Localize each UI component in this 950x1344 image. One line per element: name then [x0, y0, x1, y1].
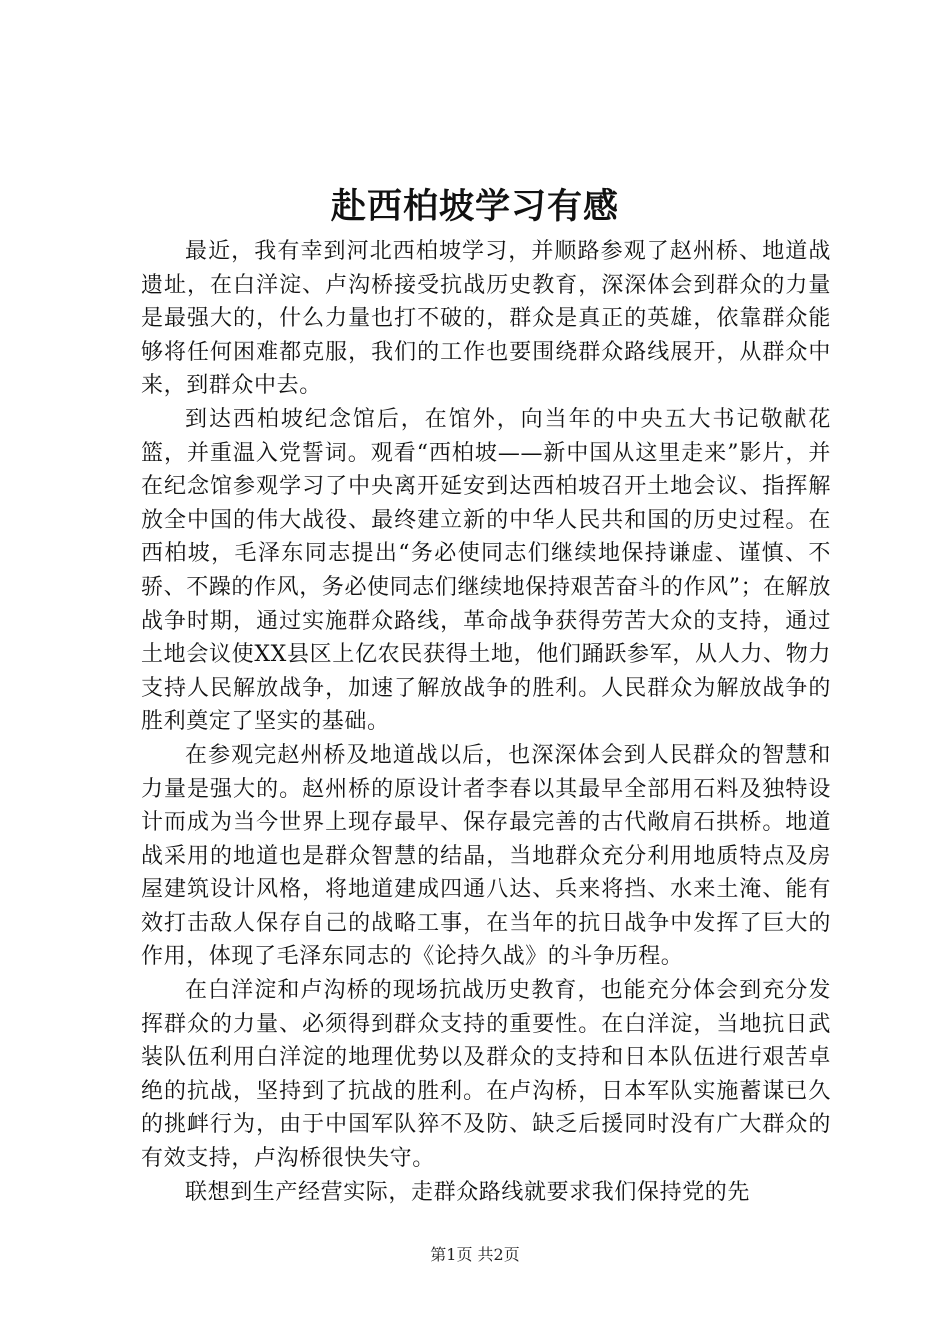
paragraph-5: 联想到生产经营实际，走群众路线就要求我们保持党的先 — [185, 1179, 751, 1205]
document-body — [141, 235, 831, 1209]
paragraph-2: 到达西柏坡纪念馆后，在馆外，向当年的中央五大书记敬献花篮，并重温入党誓词。观看“西柏坡——新中国从这里走来”影片，并在纪念馆参观学习了中央离开延安到达西柏坡召开土地会议、指挥解放全中国的伟大战役、最终建立新的中华人民共和国的历史过程。在西柏坡，毛泽东同志提出“务必使同志们继续地保持谦虚、谨慎、不骄、不躁的作风，务必使同志们继续地保持艰苦奋斗的作风”；在解放战争时期，通过实施群众路线，革命战争获得劳苦大众的支持，通过土地会议使XX县区上亿农民获得土地，他们踊跃参军，从人力、物力支持人民解放战争，加速了解放战争的胜利。人民群众为解放战争的胜利奠定了坚实的基础。 — [141, 406, 831, 735]
document-title: 赴西柏坡学习有感 — [330, 186, 619, 227]
paragraph-4: 在白洋淀和卢沟桥的现场抗战历史教育，也能充分体会到充分发挥群众的力量、必须得到群众支持的重要性。在白洋淀，当地抗日武装队伍利用白洋淀的地理优势以及群众的支持和日本队伍进行艰苦卓绝的抗战，坚持到了抗战的胜利。在卢沟桥，日本军队实施蓄谋已久的挑衅行为，由于中国军队猝不及防、缺乏后援同时没有广大群众的有效支持，卢沟桥很快失守。 — [141, 978, 831, 1172]
paragraph-3: 在参观完赵州桥及地道战以后，也深深体会到人民群众的智慧和力量是强大的。赵州桥的原设计者李春以其最早全部用石料及独特设计而成为当今世界上现存最早、保存最完善的古代敞肩石拱桥。地道战采用的地道也是群众智慧的结晶，当地群众充分利用地质特点及房屋建筑设计风格，将地道建成四通八达、兵来将挡、水来土淹、能有效打击敌人保存自己的战略工事，在当年的抗日战争中发挥了巨大的作用，体现了毛泽东同志的《论持久战》的斗争历程。 — [141, 742, 831, 970]
page-footer: 第1页 共2页 — [430, 1245, 520, 1264]
paragraph-1: 最近，我有幸到河北西柏坡学习，并顺路参观了赵州桥、地道战遗址，在白洋淀、卢沟桥接受抗战历史教育，深深体会到群众的力量是最强大的，什么力量也打不破的，群众是真正的英雄，依靠群众能够将任何困难都克服，我们的工作也要围绕群众路线展开，从群众中来，到群众中去。 — [141, 239, 831, 399]
